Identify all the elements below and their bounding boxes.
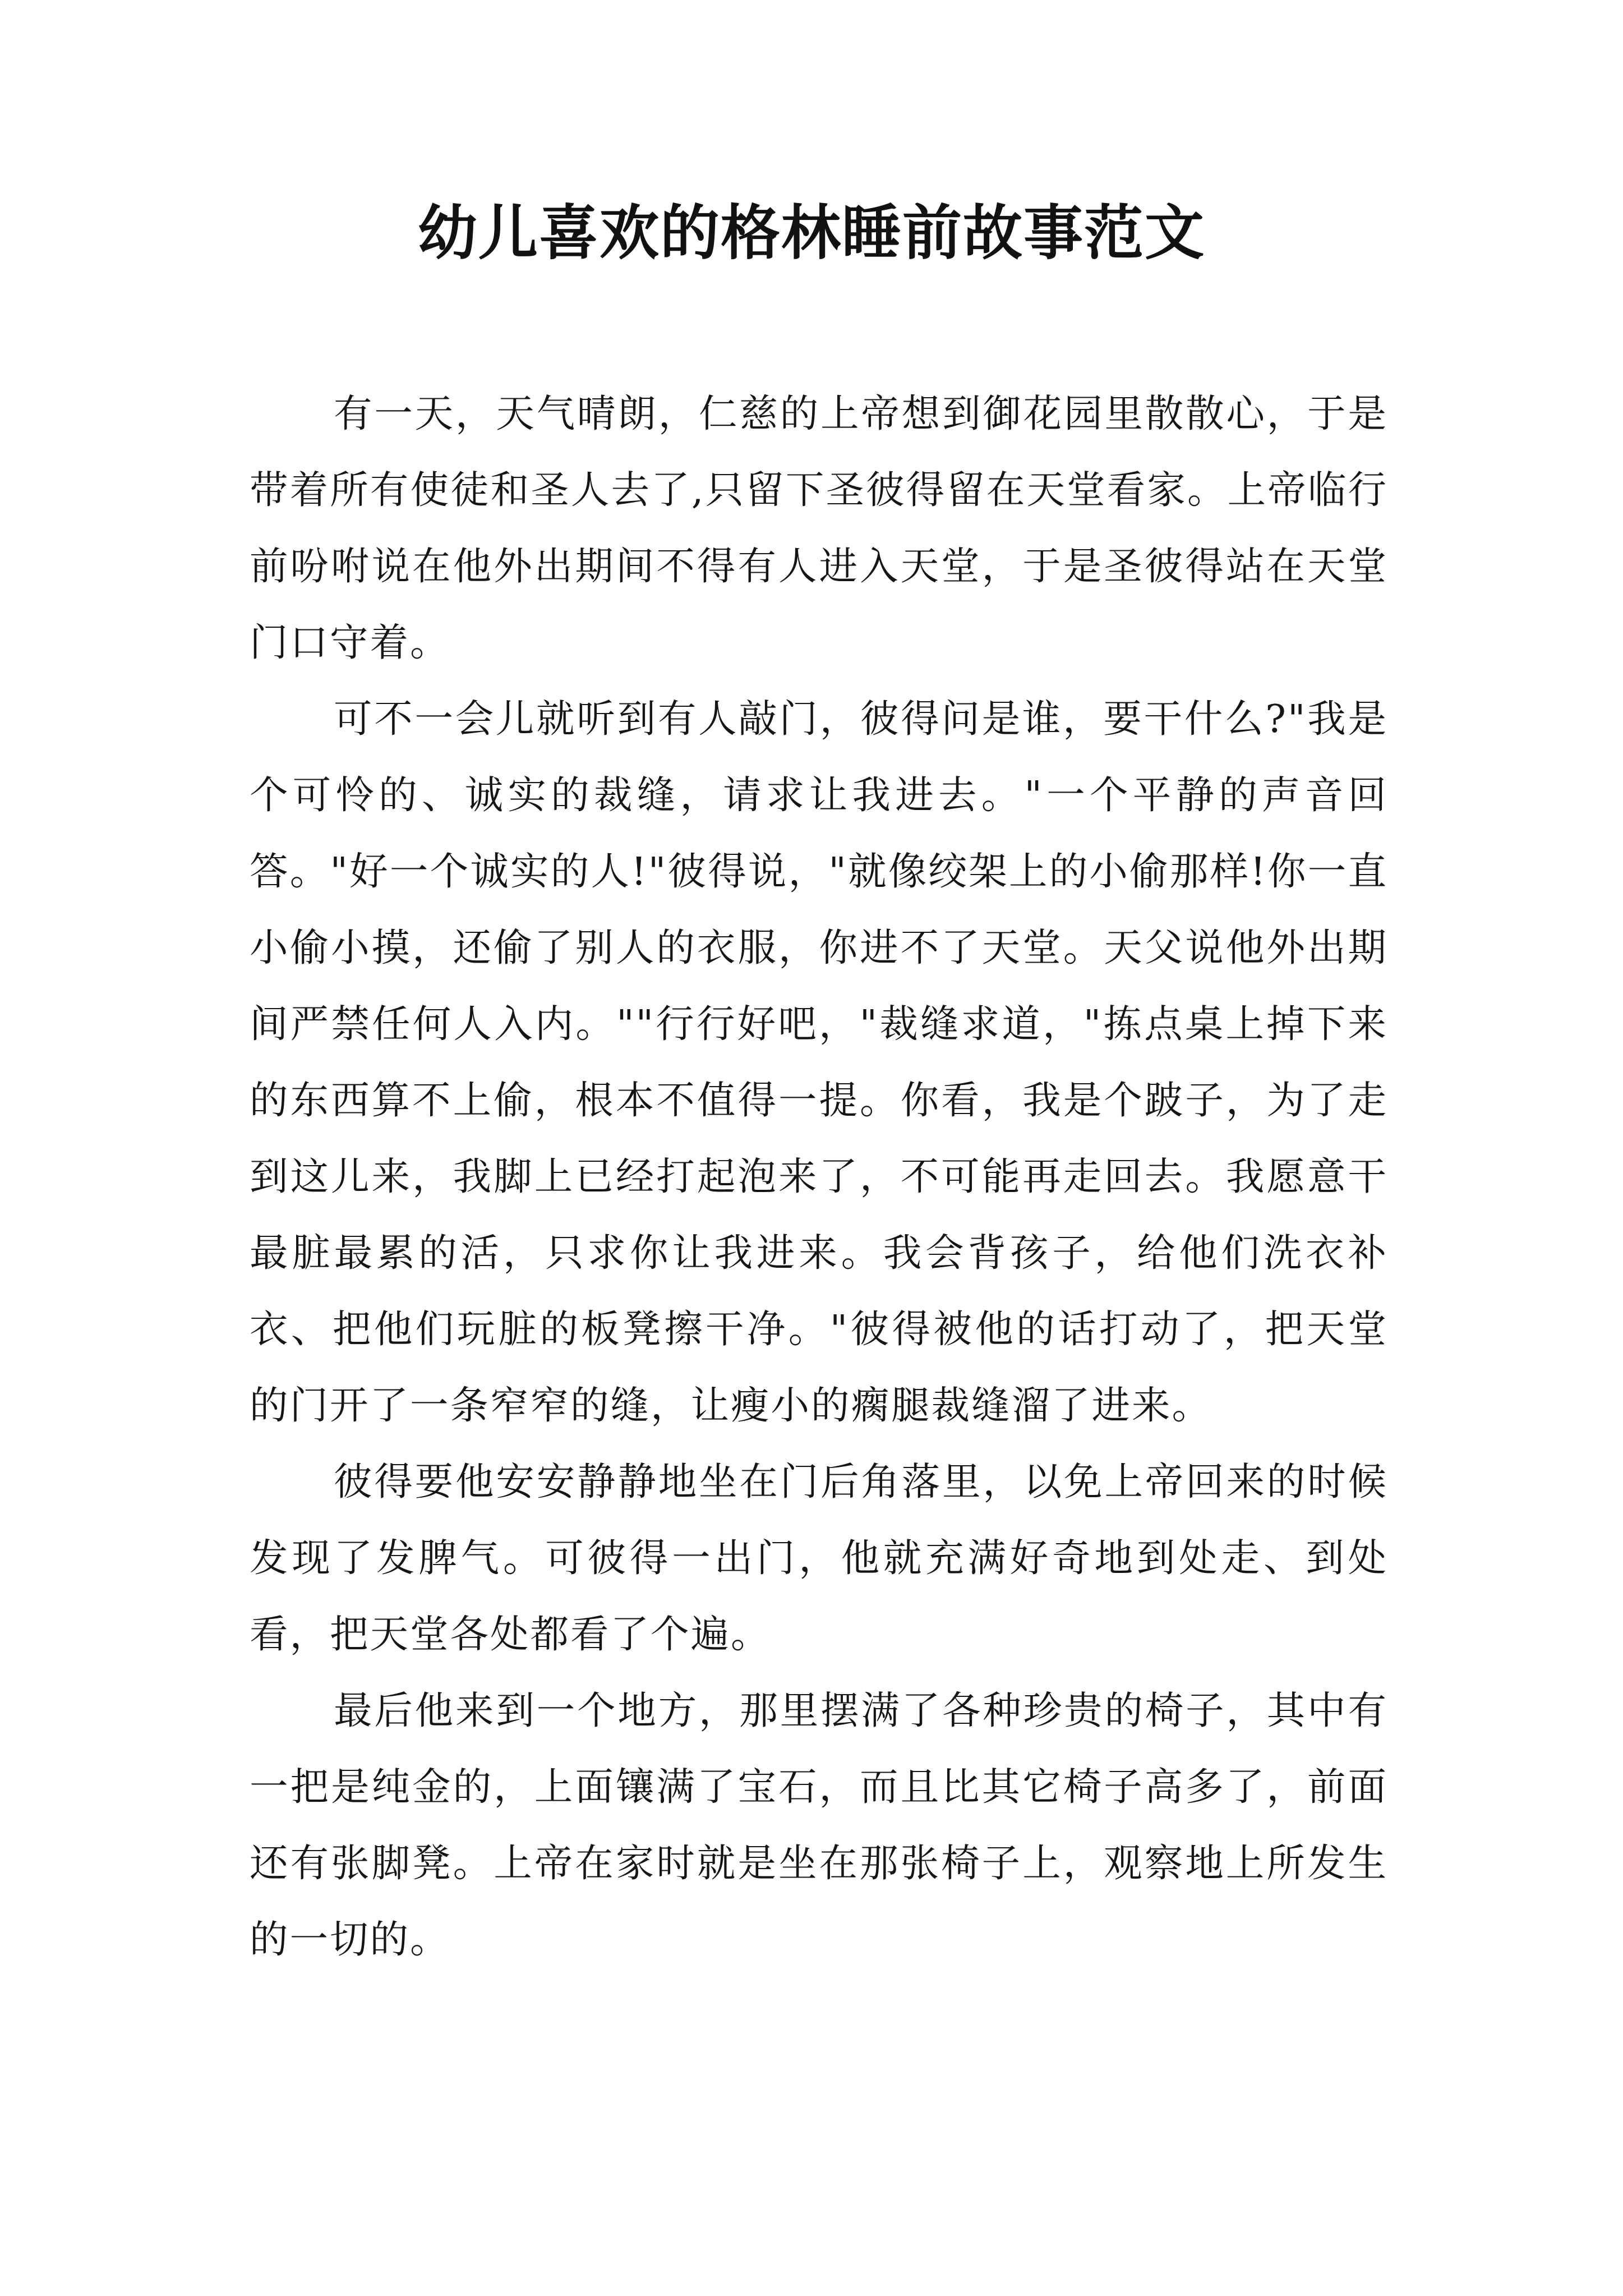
paragraph: 有一天，天气晴朗，仁慈的上帝想到御花园里散散心，于是带着所有使徒和圣人去了,只留下圣彼得留在天堂看家。上帝临行前吩咐说在他外出期间不得有人进入天堂，于是圣彼得站在天堂门口守着。 [250,392,1388,665]
paragraph: 可不一会儿就听到有人敲门，彼得问是谁，要干什么?"我是个可怜的、诚实的裁缝，请求让我进去。"一个平静的声音回答。"好一个诚实的人!"彼得说，"就像绞架上的小偷那样!你一直小偷小摸，还偷了别人的衣服，你进不了天堂。天父说他外出期间严禁任何人入内。""行行好吧，"裁缝求道，"拣点桌上掉下来的东西算不上偷，根本不值得一提。你看，我是个跛子，为了走到这儿来，我脚上已经打起泡来了，不可能再走回去。我愿意干最脏最累的活，只求你让我进来。我会背孩子，给他们洗衣补衣、把他们玩脏的板凳擦干净。"彼得被他的话打动了，把天堂的门开了一条窄窄的缝，让瘦小的瘸腿裁缝溜了进来。 [250,697,1388,1428]
paragraph: 彼得要他安安静静地坐在门后角落里，以免上帝回来的时候发现了发脾气。可彼得一出门，他就充满好奇地到处走、到处看，把天堂各处都看了个遍。 [250,1460,1388,1657]
document-body [250,376,1388,1978]
paragraph: 最后他来到一个地方，那里摆满了各种珍贵的椅子，其中有一把是纯金的，上面镶满了宝石，而且比其它椅子高多了，前面还有张脚凳。上帝在家时就是坐在那张椅子上，观察地上所发生的一切的。 [250,1688,1388,1962]
document-title: 幼儿喜欢的格林睡前故事范文 [418,197,1205,268]
